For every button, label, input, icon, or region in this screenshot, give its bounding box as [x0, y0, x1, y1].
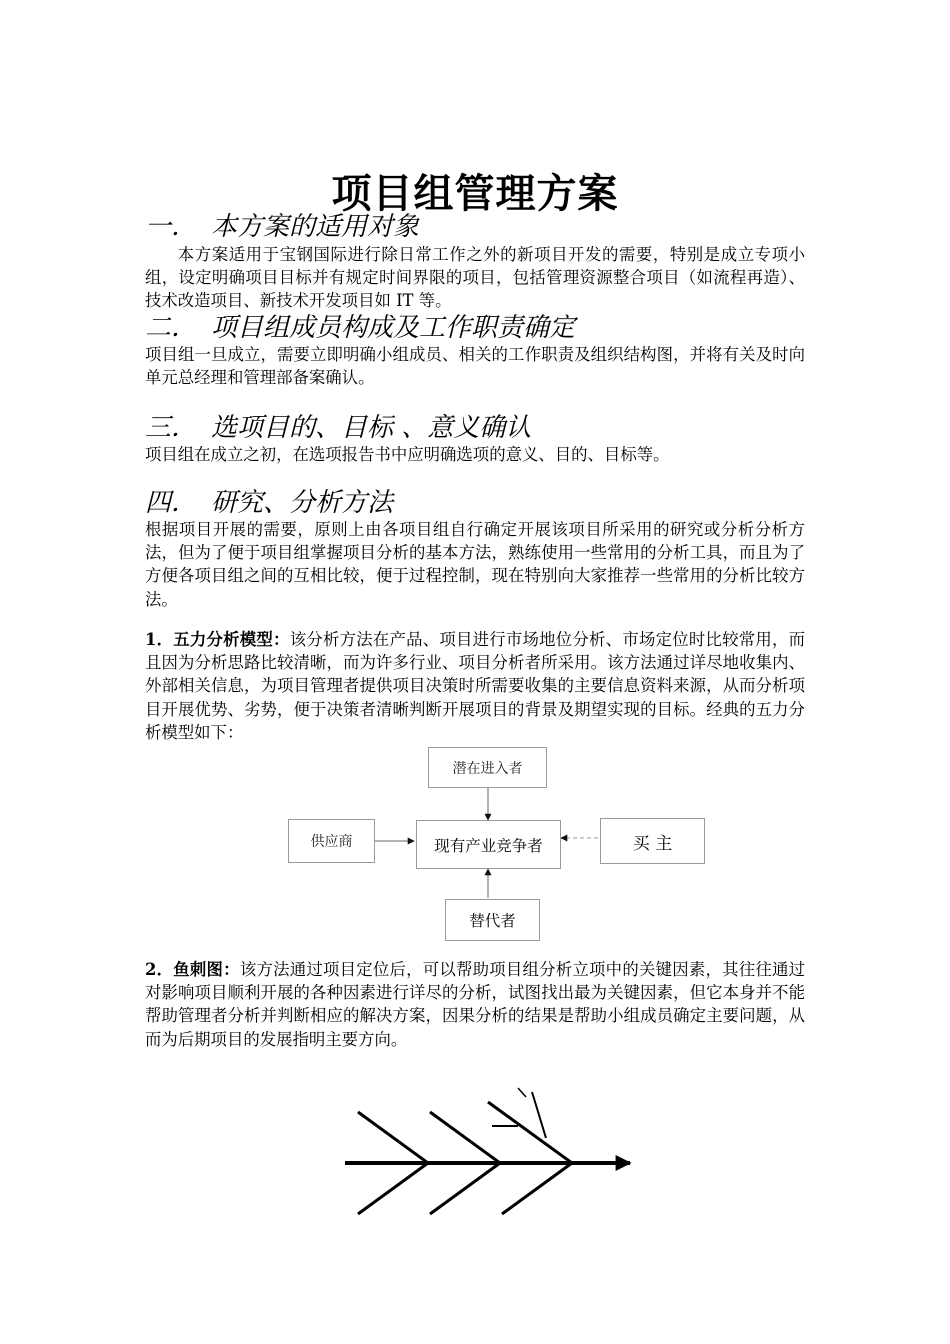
section-title: 项目组成员构成及工作职责确定 [211, 313, 576, 343]
section-number: 二． [145, 313, 198, 343]
section-title: 本方案的适用对象 [211, 212, 420, 242]
method-text: 该方法通过项目定位后，可以帮助项目组分析立项中的关键因素，其往往通过对影响项目顺利开展的各种因素进行详尽的分析，试图找出最为关键因素，但它本身并不能帮助管理者分析并判断相应的解决方案，因果分析的结果是帮助小组成员确定主要问题，从而为后期项目的发展指明主要方向。 [145, 960, 806, 1049]
section-title: 选项目的、目标 、意义确认 [211, 413, 532, 443]
fishbone-bone [358, 1163, 428, 1214]
method-label: 1．五力分析模型： [145, 630, 290, 649]
fishbone-sub-bone [532, 1092, 546, 1138]
force-substitutes: 替代者 [445, 899, 540, 941]
page-title: 项目组管理方案 [331, 171, 619, 217]
fishbone-bone [502, 1163, 572, 1214]
force-buyers: 买 主 [600, 818, 705, 864]
section-body-3: 项目组在成立之初，在选项报告书中应明确选项的意义、目的、目标等。 [145, 445, 670, 464]
section-body-2: 项目组一旦成立，需要立即明确小组成员、相关的工作职责及组织结构图，并将有关及时向单元总经理和管理部备案确认。 [145, 345, 805, 388]
method-label: 2．鱼刺图： [145, 960, 240, 979]
section-title: 研究、分析方法 [211, 488, 394, 518]
section-body-4: 根据项目开展的需要，原则上由各项目组自行确定开展该项目所采用的研究或分析分析方法，但为了便于项目组掌握项目分析的基本方法，熟练使用一些常用的分析工具，而且为了方便各项目组之间的互相比较，便于过程控制，现在特别向大家推荐一些常用的分析比较方法。 [145, 520, 805, 609]
fishbone-sub-bone [518, 1088, 526, 1097]
fishbone-bone [358, 1112, 428, 1163]
section-number: 三． [145, 413, 198, 443]
fishbone-bone [488, 1102, 572, 1163]
section-number: 四． [145, 488, 198, 518]
section-number: 一． [145, 212, 198, 242]
fishbone-bone [430, 1112, 500, 1163]
fishbone-bone [430, 1163, 500, 1214]
method-text: 该分析方法在产品、项目进行市场地位分析、市场定位时比较常用，而且因为分析思路比较清晰，而为许多行业、项目分析者所采用。该方法通过详尽地收集内、外部相关信息，为项目管理者提供项目决策时所需要收集的主要信息资料来源，从而分析项目开展优势、劣势，便于决策者清晰判断开展项目的背景及期望实现的目标。经典的五力分析模型如下： [145, 630, 806, 742]
force-industry-competitors: 现有产业竞争者 [416, 820, 561, 869]
section-body-1: 本方案适用于宝钢国际进行除日常工作之外的新项目开发的需要，特别是成立专项小组，设定明确项目目标并有规定时间界限的项目，包括管理资源整合项目（如流程再造）、技术改造项目、新技术开发项目如 IT 等。 [145, 245, 805, 311]
force-potential-entrants: 潜在进入者 [428, 747, 547, 788]
force-suppliers: 供应商 [288, 819, 375, 863]
